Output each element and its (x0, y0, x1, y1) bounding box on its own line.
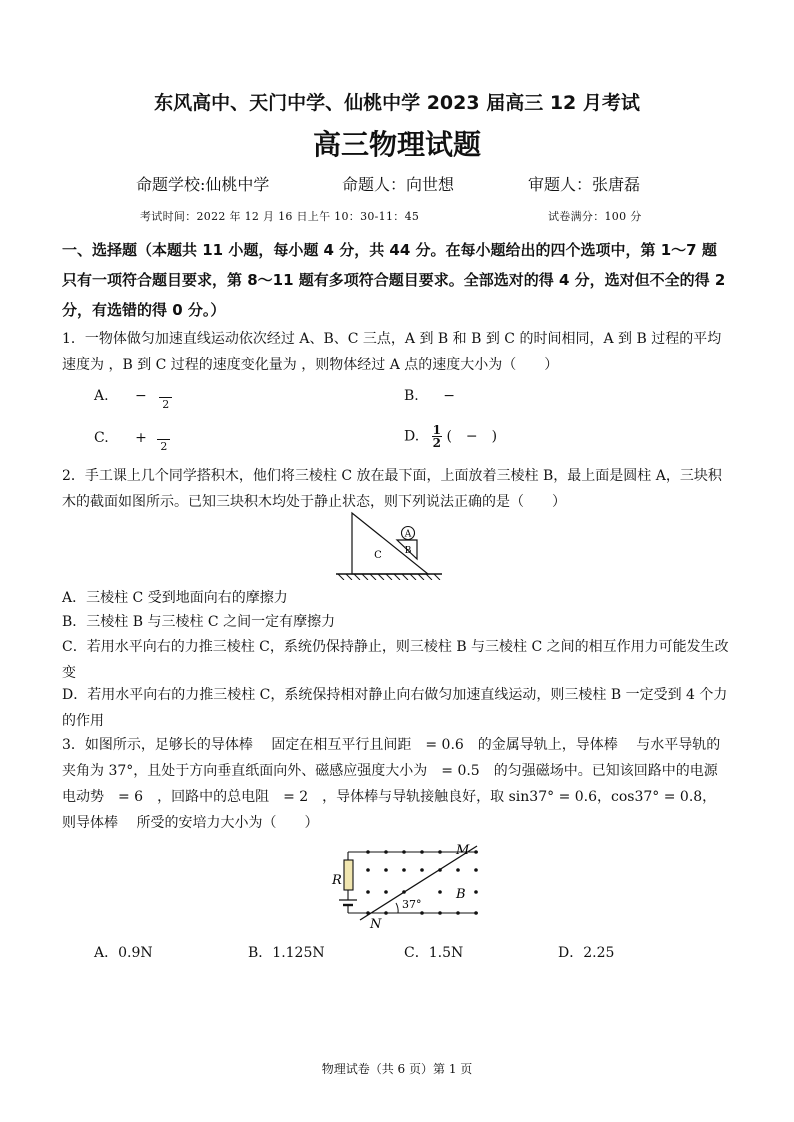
exam-time: 考试时间：2022 年 12 月 16 日上午 10：30-11：45 (140, 210, 420, 223)
label-c: C (374, 550, 382, 561)
q1-option-c-denominator: 2 (157, 439, 170, 453)
label-angle: 37° (402, 898, 422, 911)
q1-option-c-label: C. (94, 430, 109, 446)
q1-option-d-label: D. (404, 428, 420, 445)
author-label: 命题人：向世想 (342, 175, 455, 194)
label-a: A (404, 529, 412, 540)
label-r: R (332, 873, 342, 888)
section-heading: 一、选择题（本题共 11 小题，每小题 4 分，共 44 分。在每小题给出的四个选项中，第 1～7 题只有一项符合题目要求，第 8～11 题有多项符合题目要求。全部选对的得 4 分，选对但不全的得 2 分，有选错的得 0 分。） (62, 241, 726, 319)
q1-option-d-denominator: 2 (432, 436, 441, 450)
page-footer: 物理试卷（共 6 页）第 1 页 (321, 1062, 473, 1076)
reviewer-label: 审题人：张唐磊 (528, 175, 641, 194)
label-n: N (370, 917, 382, 930)
q2-figure (330, 508, 445, 580)
q1-option-c (94, 430, 170, 453)
q3-option-c: C．1.5N (404, 945, 464, 961)
question-3-text: 3．如图所示，足够长的导体棒 固定在相互平行且间距 = 0.6 的金属导轨上，导体棒 与水平导轨的夹角为 37°，且处于方向垂直纸面向外、磁感应强度大小为 = 0.5 的匀强磁场中。已知该回路中的电源电动势 = 6 ，回路中的总电阻 = 2 ，导体棒与导轨接触良好，取 sin37° = 0.6，cos37° = 0.8，则导体棒 所受的安培力大小为（ ） (62, 737, 721, 831)
q1-option-d-numerator: 1 (432, 423, 441, 437)
subject-title: 高三物理试题 (312, 128, 481, 161)
q2-option-c: C．若用水平向右的力推三棱柱 C，系统仍保持静止，则三棱柱 B 与三棱柱 C 之间的相互作用力可能发生改变 (62, 639, 729, 681)
q1-option-a (94, 388, 172, 411)
q1-option-c-sign: + (135, 430, 147, 446)
q1-option-a-sign: − (135, 388, 147, 404)
resistor (344, 860, 353, 890)
q2-option-a: A．三棱柱 C 受到地面向右的摩擦力 (62, 590, 288, 606)
q1-option-b-sign: − (443, 388, 455, 404)
q1-option-a-label: A. (94, 388, 109, 404)
q1-option-a-denominator: 2 (159, 397, 172, 411)
q3-option-a: A．0.9N (94, 945, 153, 961)
q2-option-b: B．三棱柱 B 与三棱柱 C 之间一定有摩擦力 (62, 614, 336, 630)
label-m: M (456, 843, 470, 858)
q3-option-d: D．2.25 (558, 945, 615, 961)
question-2-text: 2．手工课上几个同学搭积木，他们将三棱柱 C 放在最下面，上面放着三棱柱 B，最上面是圆柱 A，三块积木的截面如图所示。已知三块积木均处于静止状态，则下列说法正确的是（ ） (62, 468, 722, 510)
q1-option-d (404, 424, 497, 449)
q3-figure (326, 838, 486, 930)
q1-option-d-expression: ( − ) (446, 428, 498, 445)
question-1-text: 1．一物体做匀加速直线运动依次经过 A、B、C 三点，A 到 B 和 B 到 C 的时间相同，A 到 B 过程的平均速度为 ，B 到 C 过程的速度变化量为 ，则物体经过 A 点的速度大小为（ ） (62, 331, 722, 373)
q1-option-b (404, 388, 455, 404)
school-label: 命题学校:仙桃中学 (136, 175, 270, 194)
angle-arc (396, 903, 398, 913)
ground-hatching (338, 574, 440, 580)
label-b-field: B (456, 887, 466, 902)
q2-option-d: D．若用水平向右的力推三棱柱 C，系统保持相对静止向右做匀加速直线运动，则三棱柱 B 一定受到 4 个力的作用 (62, 687, 728, 729)
exam-title: 东风高中、天门中学、仙桃中学 2023 届高三 12 月考试 (154, 92, 640, 114)
q1-option-b-label: B. (404, 388, 419, 404)
full-score: 试卷满分：100 分 (548, 210, 642, 223)
q3-option-b: B．1.125N (248, 945, 325, 961)
label-b: B (404, 546, 412, 556)
